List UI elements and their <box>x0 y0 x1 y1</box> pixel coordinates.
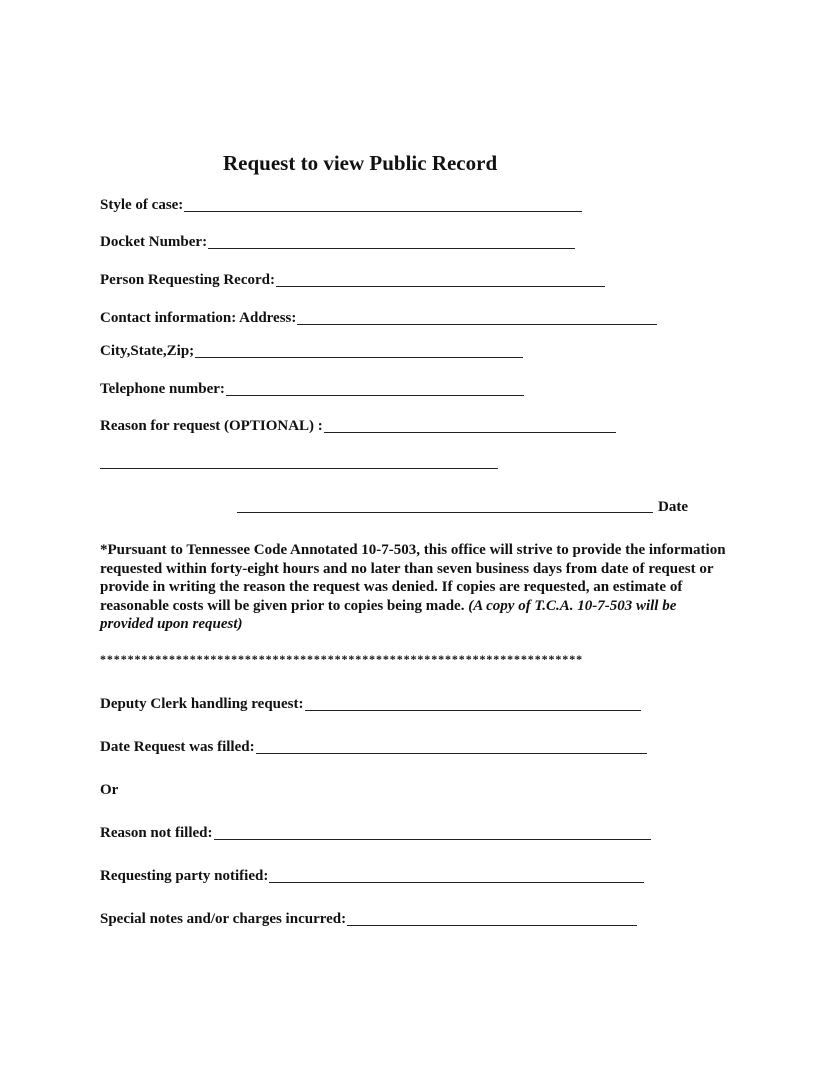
reason-field[interactable] <box>324 416 616 433</box>
reason-row <box>100 416 616 436</box>
statute-notice-italic: (A copy of T.C.A. 10-7-503 will be provided upon request) <box>100 597 677 633</box>
person-requesting-label: Person Requesting Record: <box>100 272 275 288</box>
style-of-case-field[interactable] <box>184 195 582 212</box>
reason-not-filled-label: Reason not filled: <box>100 825 213 841</box>
statute-notice-text: *Pursuant to Tennessee Code Annotated 10-7-503, this office will strive to provide the information requested within forty-eight hours and no later than seven business days from date of request or provide in writing the reason the request was denied. If copies are requested, an estimate of reasonable costs will be given prior to copies being made. <box>100 542 726 614</box>
city-state-zip-row <box>100 341 523 361</box>
deputy-clerk-field[interactable] <box>305 694 641 711</box>
signature-date-label: Date <box>658 499 688 515</box>
reason-not-filled-field[interactable] <box>214 823 651 840</box>
date-filled-label: Date Request was filled: <box>100 739 255 755</box>
separator-line: ********************************************************************** <box>100 652 583 666</box>
date-filled-row <box>100 737 647 757</box>
style-of-case-row <box>100 195 582 215</box>
special-notes-label: Special notes and/or charges incurred: <box>100 911 347 927</box>
signature-field[interactable] <box>237 496 653 513</box>
telephone-field[interactable] <box>226 379 524 396</box>
docket-number-label: Docket Number: <box>100 234 208 250</box>
telephone-label: Telephone number: <box>100 381 225 397</box>
person-requesting-field[interactable] <box>276 270 605 287</box>
contact-address-label: Contact information: Address: <box>100 310 297 326</box>
deputy-clerk-row <box>100 694 641 714</box>
docket-number-row <box>100 232 575 252</box>
special-notes-field[interactable] <box>347 909 637 926</box>
date-filled-field[interactable] <box>256 737 647 754</box>
reason-continuation-row <box>100 452 498 472</box>
reason-not-filled-row <box>100 823 651 843</box>
docket-number-field[interactable] <box>208 232 575 249</box>
signature-row <box>237 496 653 516</box>
city-state-zip-label: City,State,Zip; <box>100 343 195 359</box>
deputy-clerk-label: Deputy Clerk handling request: <box>100 696 304 712</box>
contact-address-row <box>100 308 657 328</box>
party-notified-row <box>100 866 644 886</box>
telephone-row <box>100 379 524 399</box>
special-notes-row <box>100 909 637 929</box>
reason-continuation-field[interactable] <box>100 452 498 469</box>
or-label: Or <box>100 782 119 798</box>
reason-label: Reason for request (OPTIONAL) : <box>100 418 323 434</box>
city-state-zip-field[interactable] <box>195 341 523 358</box>
form-title: Request to view Public Record <box>223 151 498 175</box>
party-notified-label: Requesting party notified: <box>100 868 269 884</box>
contact-address-field[interactable] <box>297 308 657 325</box>
statute-notice <box>100 541 728 634</box>
party-notified-field[interactable] <box>269 866 644 883</box>
style-of-case-label: Style of case: <box>100 197 184 213</box>
person-requesting-row <box>100 270 605 290</box>
